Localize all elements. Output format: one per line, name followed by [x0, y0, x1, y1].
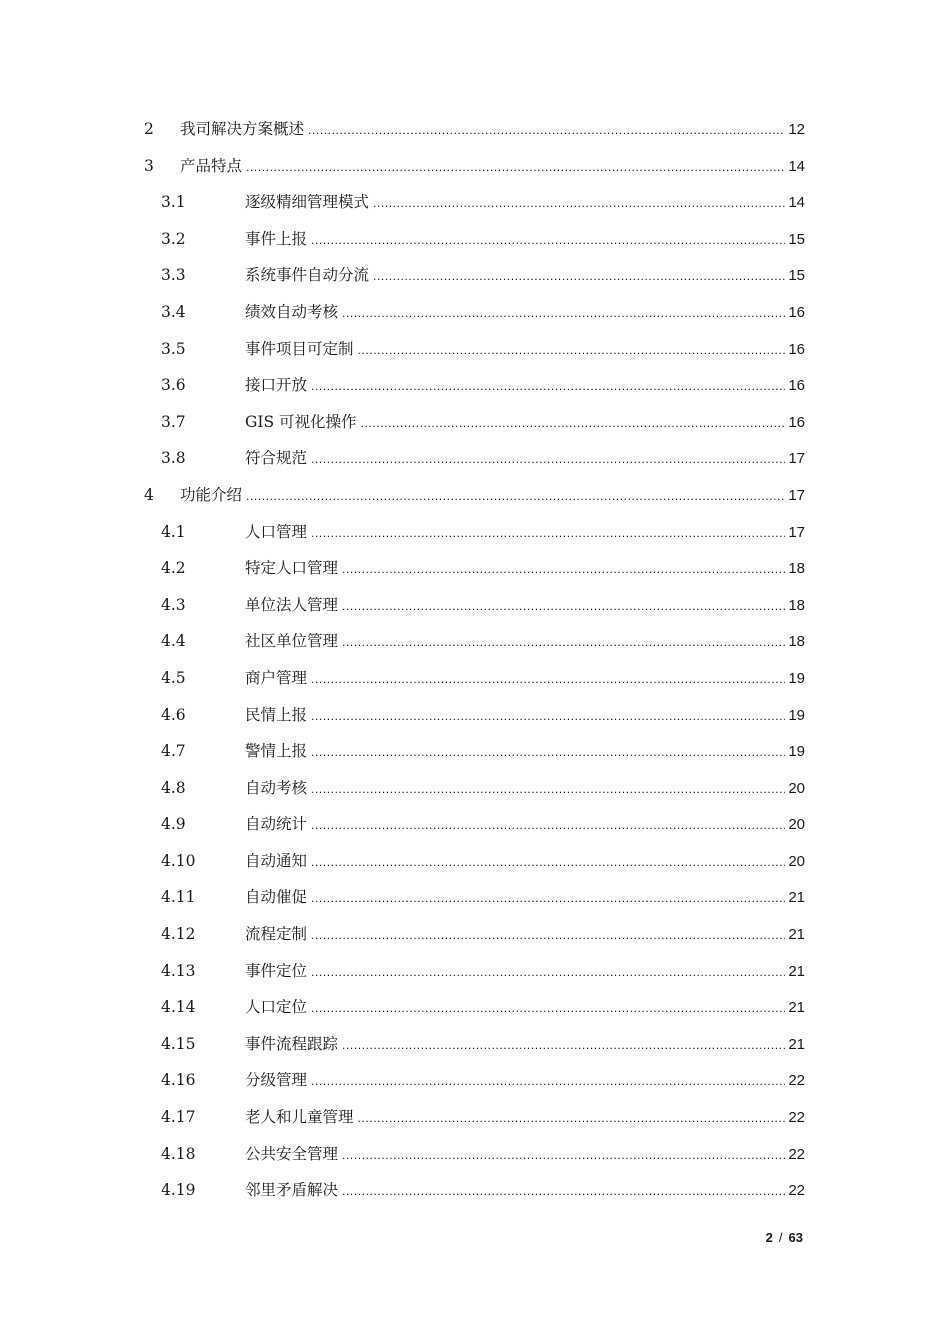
dot-leader	[361, 405, 786, 442]
toc-entry-number: 4.8	[161, 778, 186, 797]
toc-entry-body	[245, 550, 805, 588]
toc-entry-body	[245, 257, 805, 295]
toc-entry-title: 老人和儿童管理	[245, 1108, 354, 1127]
toc-entry-number: 3.6	[161, 376, 186, 395]
toc-entry-title: 分级管理	[245, 1071, 308, 1090]
toc-entry-number: 4	[144, 485, 154, 504]
toc-entry-page: 14	[788, 194, 805, 212]
toc-entry-page: 19	[788, 743, 805, 761]
toc-entry[interactable]	[0, 843, 950, 880]
toc-entry[interactable]	[0, 697, 950, 734]
toc-entry[interactable]	[0, 660, 950, 697]
toc-entry-page: 16	[788, 340, 805, 358]
toc-entry[interactable]	[0, 733, 950, 770]
dot-leader	[311, 917, 785, 954]
toc-entry[interactable]	[0, 916, 950, 953]
toc-entry-number: 4.1	[161, 522, 186, 541]
toc-entry-number: 3.5	[161, 339, 186, 358]
toc-entry-page: 16	[788, 303, 805, 321]
toc-entry-body	[245, 770, 805, 808]
toc-entry-page: 22	[788, 1109, 805, 1127]
toc-entry-title: 民情上报	[245, 705, 308, 724]
toc-entry-title: 邻里矛盾解决	[245, 1181, 339, 1200]
toc-entry[interactable]	[0, 440, 950, 477]
toc-entry[interactable]	[0, 989, 950, 1026]
toc-entry-body	[245, 440, 805, 478]
toc-entry[interactable]	[0, 1062, 950, 1099]
dot-leader	[311, 954, 785, 991]
toc-entry-body	[245, 953, 805, 991]
toc-entry-number: 4.19	[161, 1181, 196, 1200]
toc-entry-page: 17	[788, 523, 805, 541]
toc-entry[interactable]	[0, 111, 950, 148]
toc-entry-body	[245, 697, 805, 735]
toc-entry-page: 19	[788, 706, 805, 724]
toc-entry-number: 3.8	[161, 449, 186, 468]
toc-entry-body	[245, 294, 805, 332]
toc-entry-body	[245, 733, 805, 771]
dot-leader	[342, 624, 785, 661]
toc-entry-body	[245, 331, 805, 369]
dot-leader	[246, 149, 785, 186]
toc-entry-title: 符合规范	[245, 449, 308, 468]
toc-entry-page: 20	[788, 852, 805, 870]
toc-entry[interactable]	[0, 257, 950, 294]
dot-leader	[342, 1173, 785, 1210]
current-page-number: 2	[765, 1230, 773, 1245]
dot-leader	[308, 112, 785, 149]
toc-entry-title: 事件定位	[245, 961, 308, 980]
toc-entry-number: 3.4	[161, 302, 186, 321]
toc-entry-title: 逐级精细管理模式	[245, 193, 370, 212]
toc-entry-body	[245, 806, 805, 844]
toc-entry-number: 4.6	[161, 705, 186, 724]
toc-entry-page: 16	[788, 413, 805, 431]
toc-entry-number: 4.4	[161, 632, 186, 651]
toc-entry-title: 自动通知	[245, 851, 308, 870]
toc-entry-title: 事件流程跟踪	[245, 1034, 339, 1053]
toc-entry-page: 22	[788, 1182, 805, 1200]
toc-entry-number: 3.2	[161, 229, 186, 248]
toc-entry-page: 16	[788, 377, 805, 395]
toc-entry-body	[245, 989, 805, 1027]
toc-entry-number: 2	[144, 120, 154, 138]
toc-entry-body	[245, 1026, 805, 1064]
toc-entry-page: 15	[788, 230, 805, 248]
dot-leader	[311, 661, 785, 698]
toc-entry-number: 4.10	[161, 851, 196, 870]
toc-entry-body	[245, 184, 805, 222]
toc-entry-title: 绩效自动考核	[245, 302, 339, 321]
toc-entry-number: 4.12	[161, 925, 196, 944]
toc-entry-title: 人口管理	[245, 522, 308, 541]
toc-entry-title: 系统事件自动分流	[245, 266, 370, 285]
toc-entry-title: 特定人口管理	[245, 559, 339, 578]
toc-entry-number: 4.16	[161, 1071, 196, 1090]
toc-entry[interactable]	[0, 331, 950, 368]
toc-entry-page: 17	[788, 450, 805, 468]
dot-leader	[311, 515, 785, 552]
toc-entry-title: GIS 可视化操作	[245, 412, 357, 431]
toc-entry-page: 18	[788, 596, 805, 614]
toc-entry-title: 接口开放	[245, 376, 308, 395]
toc-entry[interactable]	[0, 953, 950, 990]
toc-entry-page: 18	[788, 560, 805, 578]
toc-entry-page: 20	[788, 816, 805, 834]
page-separator: /	[778, 1230, 783, 1245]
toc-entry-body	[245, 1062, 805, 1100]
dot-leader	[311, 222, 785, 259]
toc-entry-title: 社区单位管理	[245, 632, 339, 651]
dot-leader	[358, 332, 786, 369]
toc-entry[interactable]	[0, 550, 950, 587]
toc-entry-number: 3.1	[161, 193, 186, 212]
dot-leader	[311, 368, 785, 405]
toc-entry[interactable]	[0, 1172, 950, 1209]
toc-entry-page: 20	[788, 779, 805, 797]
toc-entry-page: 14	[788, 157, 805, 175]
toc-entry-body	[245, 1172, 805, 1210]
toc-entry-title: 商户管理	[245, 668, 308, 687]
toc-entry-number: 4.7	[161, 742, 186, 761]
dot-leader	[342, 295, 785, 332]
toc-entry-number: 4.9	[161, 815, 186, 834]
toc-entry-body	[245, 879, 805, 917]
toc-entry-body	[245, 1099, 805, 1137]
toc-entry[interactable]	[0, 221, 950, 258]
toc-entry-title: 自动考核	[245, 778, 308, 797]
toc-entry-body	[245, 514, 805, 552]
toc-entry-body	[245, 587, 805, 625]
toc-entry-page: 21	[788, 999, 805, 1017]
toc-entry-number: 3	[144, 156, 154, 175]
toc-entry[interactable]	[0, 806, 950, 843]
toc-entry-page: 19	[788, 669, 805, 687]
dot-leader	[342, 551, 785, 588]
toc-entry-title: 事件上报	[245, 229, 308, 248]
toc-entry-number: 4.14	[161, 998, 196, 1017]
toc-entry-body	[180, 111, 805, 149]
dot-leader	[311, 844, 785, 881]
dot-leader	[311, 441, 785, 478]
toc-entry-title: 产品特点	[180, 156, 243, 175]
dot-leader	[342, 1027, 785, 1064]
toc-entry-number: 4.2	[161, 559, 186, 578]
toc-entry[interactable]	[0, 879, 950, 916]
toc-entry[interactable]	[0, 623, 950, 660]
toc-entry-body	[180, 477, 805, 515]
toc-entry-title: 功能介绍	[180, 485, 243, 504]
dot-leader	[311, 880, 785, 917]
toc-entry[interactable]	[0, 1099, 950, 1136]
toc-entry-page: 15	[788, 267, 805, 285]
toc-entry-title: 自动统计	[245, 815, 308, 834]
dot-leader	[342, 1137, 785, 1174]
toc-entry-body	[245, 1136, 805, 1174]
toc-entry-number: 4.17	[161, 1108, 196, 1127]
dot-leader	[311, 807, 785, 844]
dot-leader	[373, 258, 785, 295]
toc-entry-body	[245, 404, 805, 442]
toc-entry-title: 人口定位	[245, 998, 308, 1017]
page-footer	[766, 1230, 803, 1245]
toc-entry-body	[245, 367, 805, 405]
toc-entry-page: 22	[788, 1072, 805, 1090]
toc-entry-body	[245, 843, 805, 881]
toc-entry-title: 警情上报	[245, 742, 308, 761]
total-pages: 63	[788, 1230, 803, 1245]
toc-entry[interactable]	[0, 770, 950, 807]
toc-entry-number: 4.13	[161, 961, 196, 980]
toc-entry-body	[245, 916, 805, 954]
toc-entry-page: 21	[788, 926, 805, 944]
toc-entry-page: 21	[788, 1035, 805, 1053]
toc-entry[interactable]	[0, 1136, 950, 1173]
dot-leader	[373, 185, 785, 222]
toc-entry-title: 事件项目可定制	[245, 339, 354, 358]
dot-leader	[311, 771, 785, 808]
toc-entry[interactable]	[0, 367, 950, 404]
toc-entry-page: 22	[788, 1145, 805, 1163]
dot-leader	[311, 1063, 785, 1100]
toc-entry-number: 3.3	[161, 266, 186, 285]
toc-entry[interactable]	[0, 404, 950, 441]
toc-entry-number: 4.15	[161, 1034, 196, 1053]
toc-entry-page: 18	[788, 633, 805, 651]
toc-entry-page: 21	[788, 962, 805, 980]
toc-entry-body	[245, 623, 805, 661]
toc-entry-title: 自动催促	[245, 888, 308, 907]
dot-leader	[246, 478, 785, 515]
toc-entry-number: 4.11	[161, 888, 196, 907]
toc-entry-title: 流程定制	[245, 925, 308, 944]
toc-entry-number: 4.18	[161, 1144, 196, 1163]
dot-leader	[311, 990, 785, 1027]
toc-entry[interactable]	[0, 184, 950, 221]
toc-entry-page: 21	[788, 889, 805, 907]
toc-entry-body	[180, 148, 805, 186]
toc-entry-body	[245, 221, 805, 259]
dot-leader	[311, 698, 785, 735]
toc-entry[interactable]	[0, 514, 950, 551]
toc-entry-title: 公共安全管理	[245, 1144, 339, 1163]
toc-entry-title: 我司解决方案概述	[180, 120, 305, 138]
toc-entry-title: 单位法人管理	[245, 595, 339, 614]
dot-leader	[311, 734, 785, 771]
toc-entry[interactable]	[0, 294, 950, 331]
toc-entry[interactable]	[0, 477, 950, 514]
toc-entry-number: 4.3	[161, 595, 186, 614]
toc-entry-body	[245, 660, 805, 698]
dot-leader	[358, 1100, 786, 1137]
toc-entry[interactable]	[0, 587, 950, 624]
dot-leader	[342, 588, 785, 625]
toc-entry-page: 17	[788, 486, 805, 504]
toc-entry-page: 12	[788, 121, 805, 138]
toc-entry-number: 3.7	[161, 412, 186, 431]
toc-entry[interactable]	[0, 1026, 950, 1063]
toc-entry-number: 4.5	[161, 668, 186, 687]
toc-entry[interactable]	[0, 148, 950, 185]
table-of-contents	[0, 111, 950, 1209]
